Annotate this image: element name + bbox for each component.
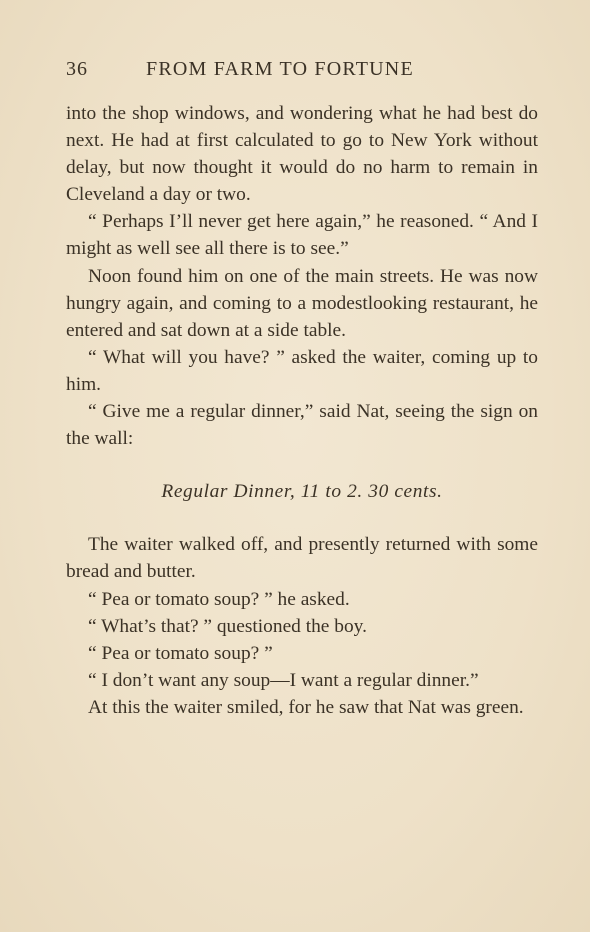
paragraph: “ Give me a regular dinner,” said Nat, seeing the sign on the wall: xyxy=(66,401,538,450)
paragraph: “ What’s that? ” questioned the boy. xyxy=(88,615,367,637)
paragraph: “ Pea or tomato soup? ” xyxy=(88,642,273,664)
running-head xyxy=(66,58,460,86)
paragraph: At this the waiter smiled, for he saw that Nat was green. xyxy=(88,696,524,718)
paragraph: “ What will you have? ” asked the waiter, coming up to him. xyxy=(66,346,538,395)
running-title: FROM FARM TO FORTUNE xyxy=(146,58,414,80)
paragraph: The waiter walked off, and presently returned with some bread and butter. xyxy=(66,534,538,583)
paragraph: “ Pea or tomato soup? ” he asked. xyxy=(88,588,350,610)
body-text xyxy=(66,100,538,721)
paragraph: into the shop windows, and wondering what he had best do next. He had at first calculated to go to New York without delay, but now thought it would do no harm to remain in Cleveland a day or two. xyxy=(66,103,538,206)
paragraph: “ Perhaps I’ll never get here again,” he reasoned. “ And I might as well see all there is to see.” xyxy=(66,211,538,260)
dinner-sign-notice: Regular Dinner, 11 to 2. 30 cents. xyxy=(161,481,443,503)
paragraph: “ I don’t want any soup—I want a regular dinner.” xyxy=(88,669,479,691)
page-number: 36 xyxy=(66,58,88,80)
paragraph: Noon found him on one of the main streets. He was now hungry again, and coming to a modestlooking restaurant, he entered and sat down at a side table. xyxy=(66,265,538,341)
